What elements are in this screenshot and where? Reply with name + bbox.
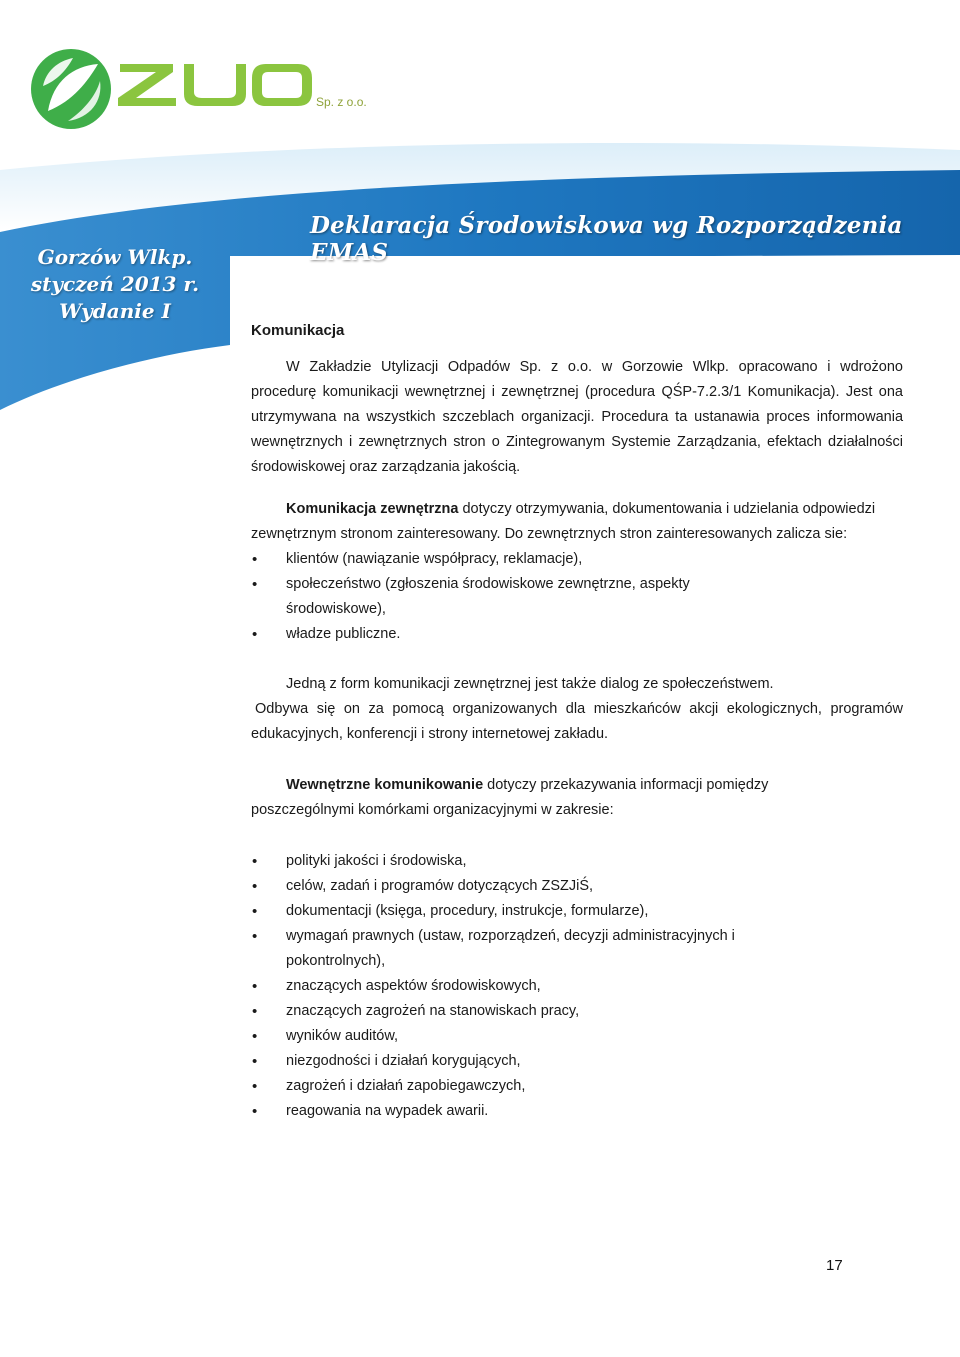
internal-list [251,849,903,1124]
list-item: • reagowania na wypadek awarii. [251,1099,903,1124]
dialog-line-2: Odbywa się on za pomocą organizowanych dla mieszkańców akcji ekologicznych, programów edukacyjnych, konferencji i strony internetowej zakładu. [251,701,903,742]
section-title: Komunikacja [251,322,345,339]
internal-text: dotyczy przekazywania informacji pomiędzy poszczególnymi komórkami organizacyjnymi w zakresie: [251,777,769,818]
logo [28,46,114,137]
logo-subtitle: Sp. z o.o. [316,95,367,109]
external-heading: Komunikacja zewnętrzna [286,501,459,517]
list-item: • dokumentacji (księga, procedury, instrukcje, formularze), [251,899,903,924]
intro-text-1: W Zakładzie Utylizacji Odpadów Sp. z o.o. w Gorzowie Wlkp. opracowano i wdrożono procedurę komunikacji wewnętrznej i zewnętrznej (procedura QŚP-7.2.3/1 Komunikacja). Jest ona utrzymywana na wszystkich szczeblach organizacji. [251,359,903,425]
side-info [20,244,210,325]
list-item: • klientów (nawiązanie współpracy, reklamacje), [251,547,903,572]
banner-title: Deklaracja Środowiskowa wg Rozporządzenia EMAS [310,212,903,266]
internal-paragraph [251,773,903,823]
intro-text-2: Procedura ta ustanawia proces informowania wewnętrznych i zewnętrznych stron o Zintegrowanym Systemie Zarządzania, efektach działalności środowiskowej oraz zarządzania jakością. [251,409,904,475]
list-item: • wymagań prawnych (ustaw, rozporządzeń, decyzji administracyjnych i pokontrolnych), [251,924,903,974]
side-date: styczeń 2013 r. [30,272,200,296]
internal-heading: Wewnętrzne komunikowanie [286,777,484,793]
list-item: • zagrożeń i działań zapobiegawczych, [251,1074,903,1099]
list-item: • społeczeństwo (zgłoszenia środowiskowe zewnętrzne, aspekty środowiskowe), [251,572,903,622]
dialog-line-1: Jedną z form komunikacji zewnętrznej jest także dialog ze społeczeństwem. [286,676,774,692]
external-paragraph [251,497,903,547]
page-number: 17 [826,1257,843,1274]
external-list [251,547,903,647]
list-item: • niezgodności i działań korygujących, [251,1049,903,1074]
list-item: • znaczących aspektów środowiskowych, [251,974,903,999]
document-body [251,318,903,1124]
list-item: • znaczących zagrożeń na stanowiskach pracy, [251,999,903,1024]
side-edition: Wydanie I [59,299,171,323]
side-location: Gorzów Wlkp. [37,245,193,269]
logo-wordmark [118,60,313,113]
leaf-emblem-icon [28,46,114,132]
list-item: • celów, zadań i programów dotyczących ZSZJiŚ, [251,874,903,899]
list-item: • polityki jakości i środowiska, [251,849,903,874]
list-item: • władze publiczne. [251,622,903,647]
intro-paragraph [251,355,903,480]
external-text: dotyczy otrzymywania, dokumentowania i udzielania odpowiedzi zewnętrznym stronom zainteresowany. Do zewnętrznych stron zainteresowanych zalicza sie: [251,501,876,542]
list-item: • wyników auditów, [251,1024,903,1049]
